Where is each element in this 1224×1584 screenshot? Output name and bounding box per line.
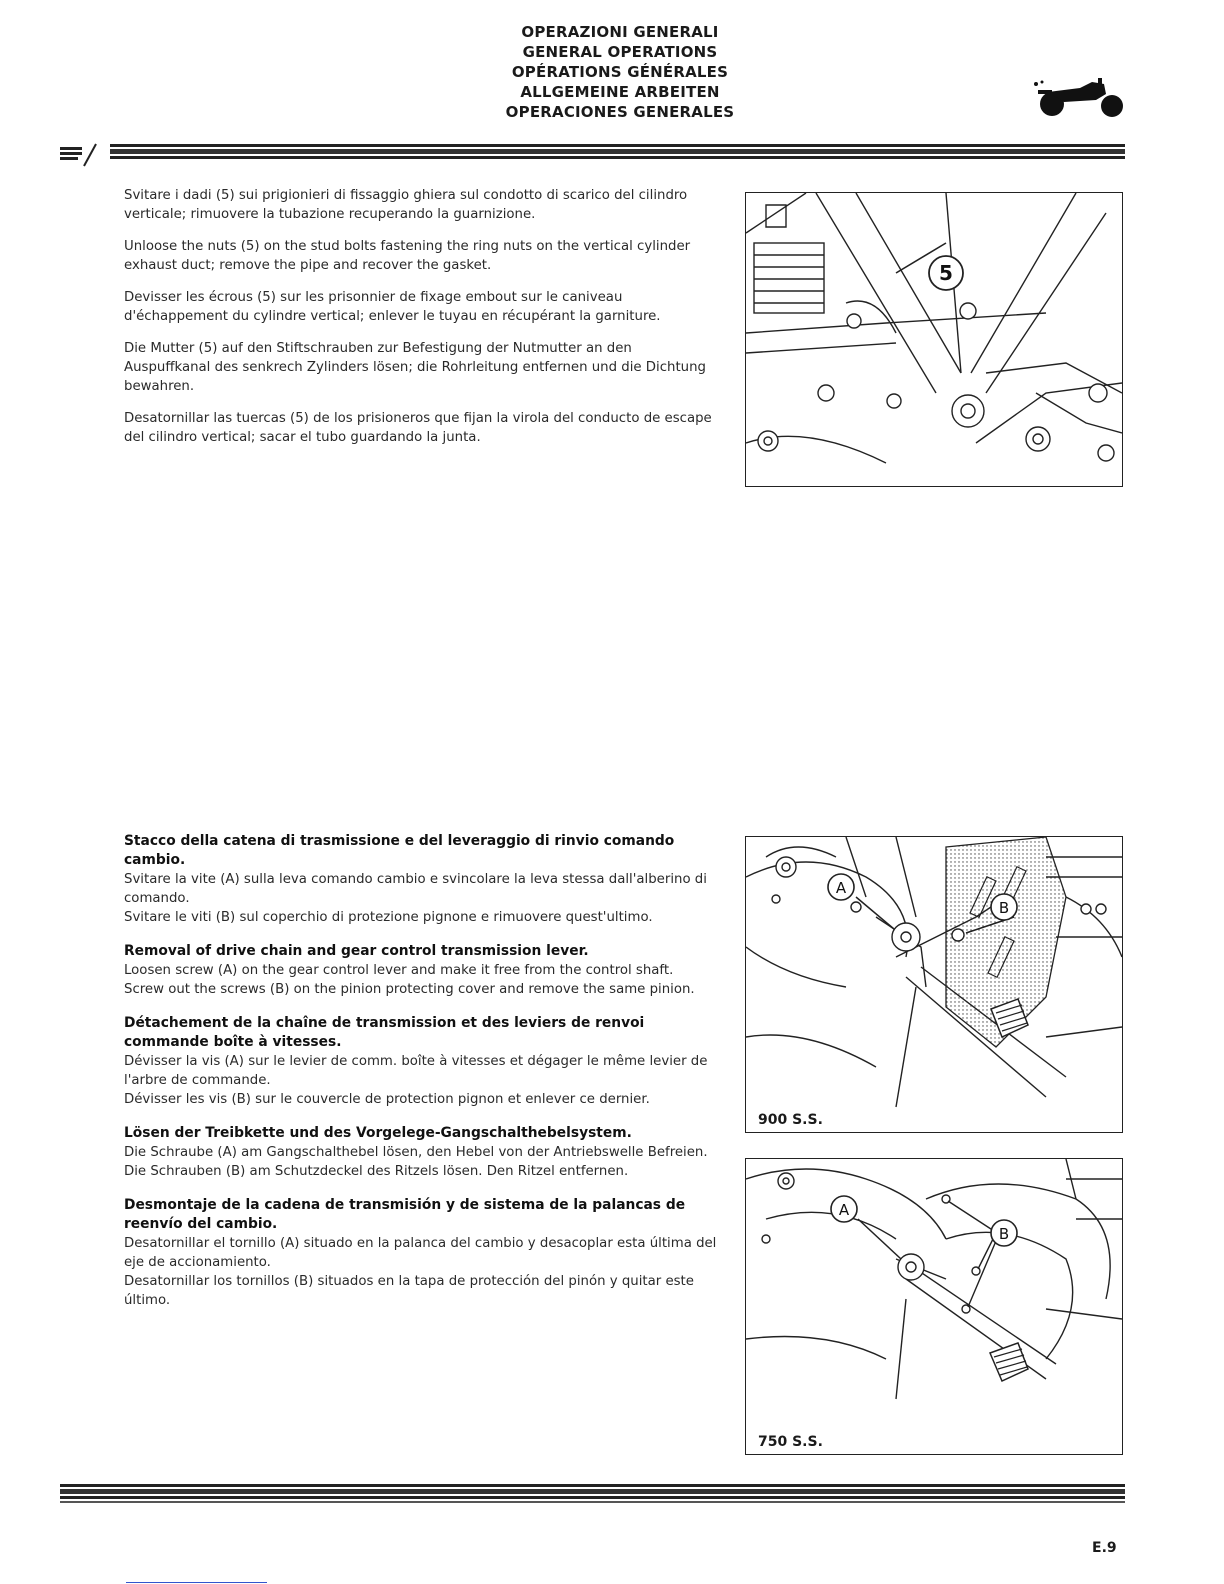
callout-a: A	[838, 1201, 850, 1219]
group-line: Desatornillar el tornillo (A) situado en la palanca del cambio y desacoplar esta última del eje de accionamiento.	[124, 1236, 717, 1270]
chain-and-lever-removal-instructions	[124, 832, 720, 1325]
figure-caption-750ss: 750 S.S.	[758, 1434, 823, 1450]
instruction-group-fr	[124, 1014, 720, 1109]
header-title-en: GENERAL OPERATIONS	[522, 43, 718, 61]
gear-lever-figure-750ss	[745, 1158, 1123, 1455]
group-heading: Removal of drive chain and gear control transmission lever.	[124, 943, 589, 959]
group-line: Die Schraube (A) am Gangschalthebel lösen, den Hebel von der Antriebswelle Befreien. Die Schrauben (B) am Schutzdeckel des Ritzels lösen. Den Ritzel entfernen.	[124, 1145, 708, 1179]
instruction-group-es	[124, 1196, 720, 1310]
callout-b: B	[998, 1225, 1010, 1243]
bottom-divider-rule	[60, 1480, 1125, 1508]
gear-lever-figure-900ss	[745, 836, 1123, 1133]
group-line: Svitare la vite (A) sulla leva comando cambio e svincolare la leva stessa dall'alberino di comando.	[124, 872, 707, 906]
group-line: Dévisser les vis (B) sur le couvercle de protection pignon et enlever ce dernier.	[124, 1092, 650, 1107]
header-title-it: OPERAZIONI GENERALI	[521, 23, 719, 41]
paragraph-es: Desatornillar las tuercas (5) de los prisioneros que fijan la virola del conducto de escape del cilindro vertical; sacar el tubo guardando la junta.	[124, 411, 712, 445]
group-line: Svitare le viti (B) sul coperchio di protezione pignone e rimuovere quest'ultimo.	[124, 910, 653, 925]
header-title-fr: OPÉRATIONS GÉNÉRALES	[511, 63, 729, 81]
paragraph-de: Die Mutter (5) auf den Stiftschrauben zur Befestigung der Nutmutter an den Auspuffkanal des senkrech Zylinders lösen; die Rohrleitung entfernen und die Dichtung bewahren.	[124, 341, 706, 394]
page-number: E.9	[1092, 1540, 1117, 1556]
motorcycle-icon	[1030, 76, 1130, 122]
footer-link-underline[interactable]	[126, 1582, 267, 1583]
group-line: Screw out the screws (B) on the pinion protecting cover and remove the same pinion.	[124, 982, 695, 997]
instruction-group-it	[124, 832, 720, 927]
paragraph-fr: Devisser les écrous (5) sur les prisonnier de fixage embout sur le caniveau d'échappement du cylindre vertical; enlever le tuyau en récupérant la garniture.	[124, 290, 661, 324]
exhaust-removal-instructions	[124, 186, 720, 460]
group-heading: Détachement de la chaîne de transmission et des leviers de renvoi commande boîte à vitesses.	[124, 1015, 645, 1050]
group-heading: Desmontaje de la cadena de transmisión y de sistema de la palancas de reenvío del cambio.	[124, 1197, 686, 1232]
figure-caption-900ss: 900 S.S.	[758, 1112, 823, 1128]
callout-5: 5	[939, 261, 953, 285]
group-line: Desatornillar los tornillos (B) situados en la tapa de protección del pinón y quitar este último.	[124, 1274, 694, 1308]
callout-b: B	[998, 899, 1010, 917]
group-line: Loosen screw (A) on the gear control lever and make it free from the control shaft.	[124, 963, 674, 978]
top-divider-rule	[60, 140, 1125, 168]
instruction-group-de	[124, 1124, 720, 1181]
exhaust-nuts-figure	[745, 192, 1123, 487]
group-heading: Stacco della catena di trasmissione e del leveraggio di rinvio comando cambio.	[124, 833, 675, 868]
group-line: Dévisser la vis (A) sur le levier de comm. boîte à vitesses et dégager le même levier de l'arbre de commande.	[124, 1054, 708, 1088]
instruction-group-en	[124, 942, 720, 999]
paragraph-it: Svitare i dadi (5) sui prigionieri di fissaggio ghiera sul condotto di scarico del cilindro verticale; rimuovere la tubazione recuperando la guarnizione.	[124, 188, 688, 222]
paragraph-en: Unloose the nuts (5) on the stud bolts fastening the ring nuts on the vertical cylinder exhaust duct; remove the pipe and recover the gasket.	[124, 239, 691, 273]
header-title-es: OPERACIONES GENERALES	[505, 103, 735, 121]
callout-a: A	[835, 879, 847, 897]
page-header-titles	[420, 22, 820, 122]
header-title-de: ALLGEMEINE ARBEITEN	[520, 83, 720, 101]
group-heading: Lösen der Treibkette und des Vorgelege-Gangschalthebelsystem.	[124, 1125, 632, 1141]
